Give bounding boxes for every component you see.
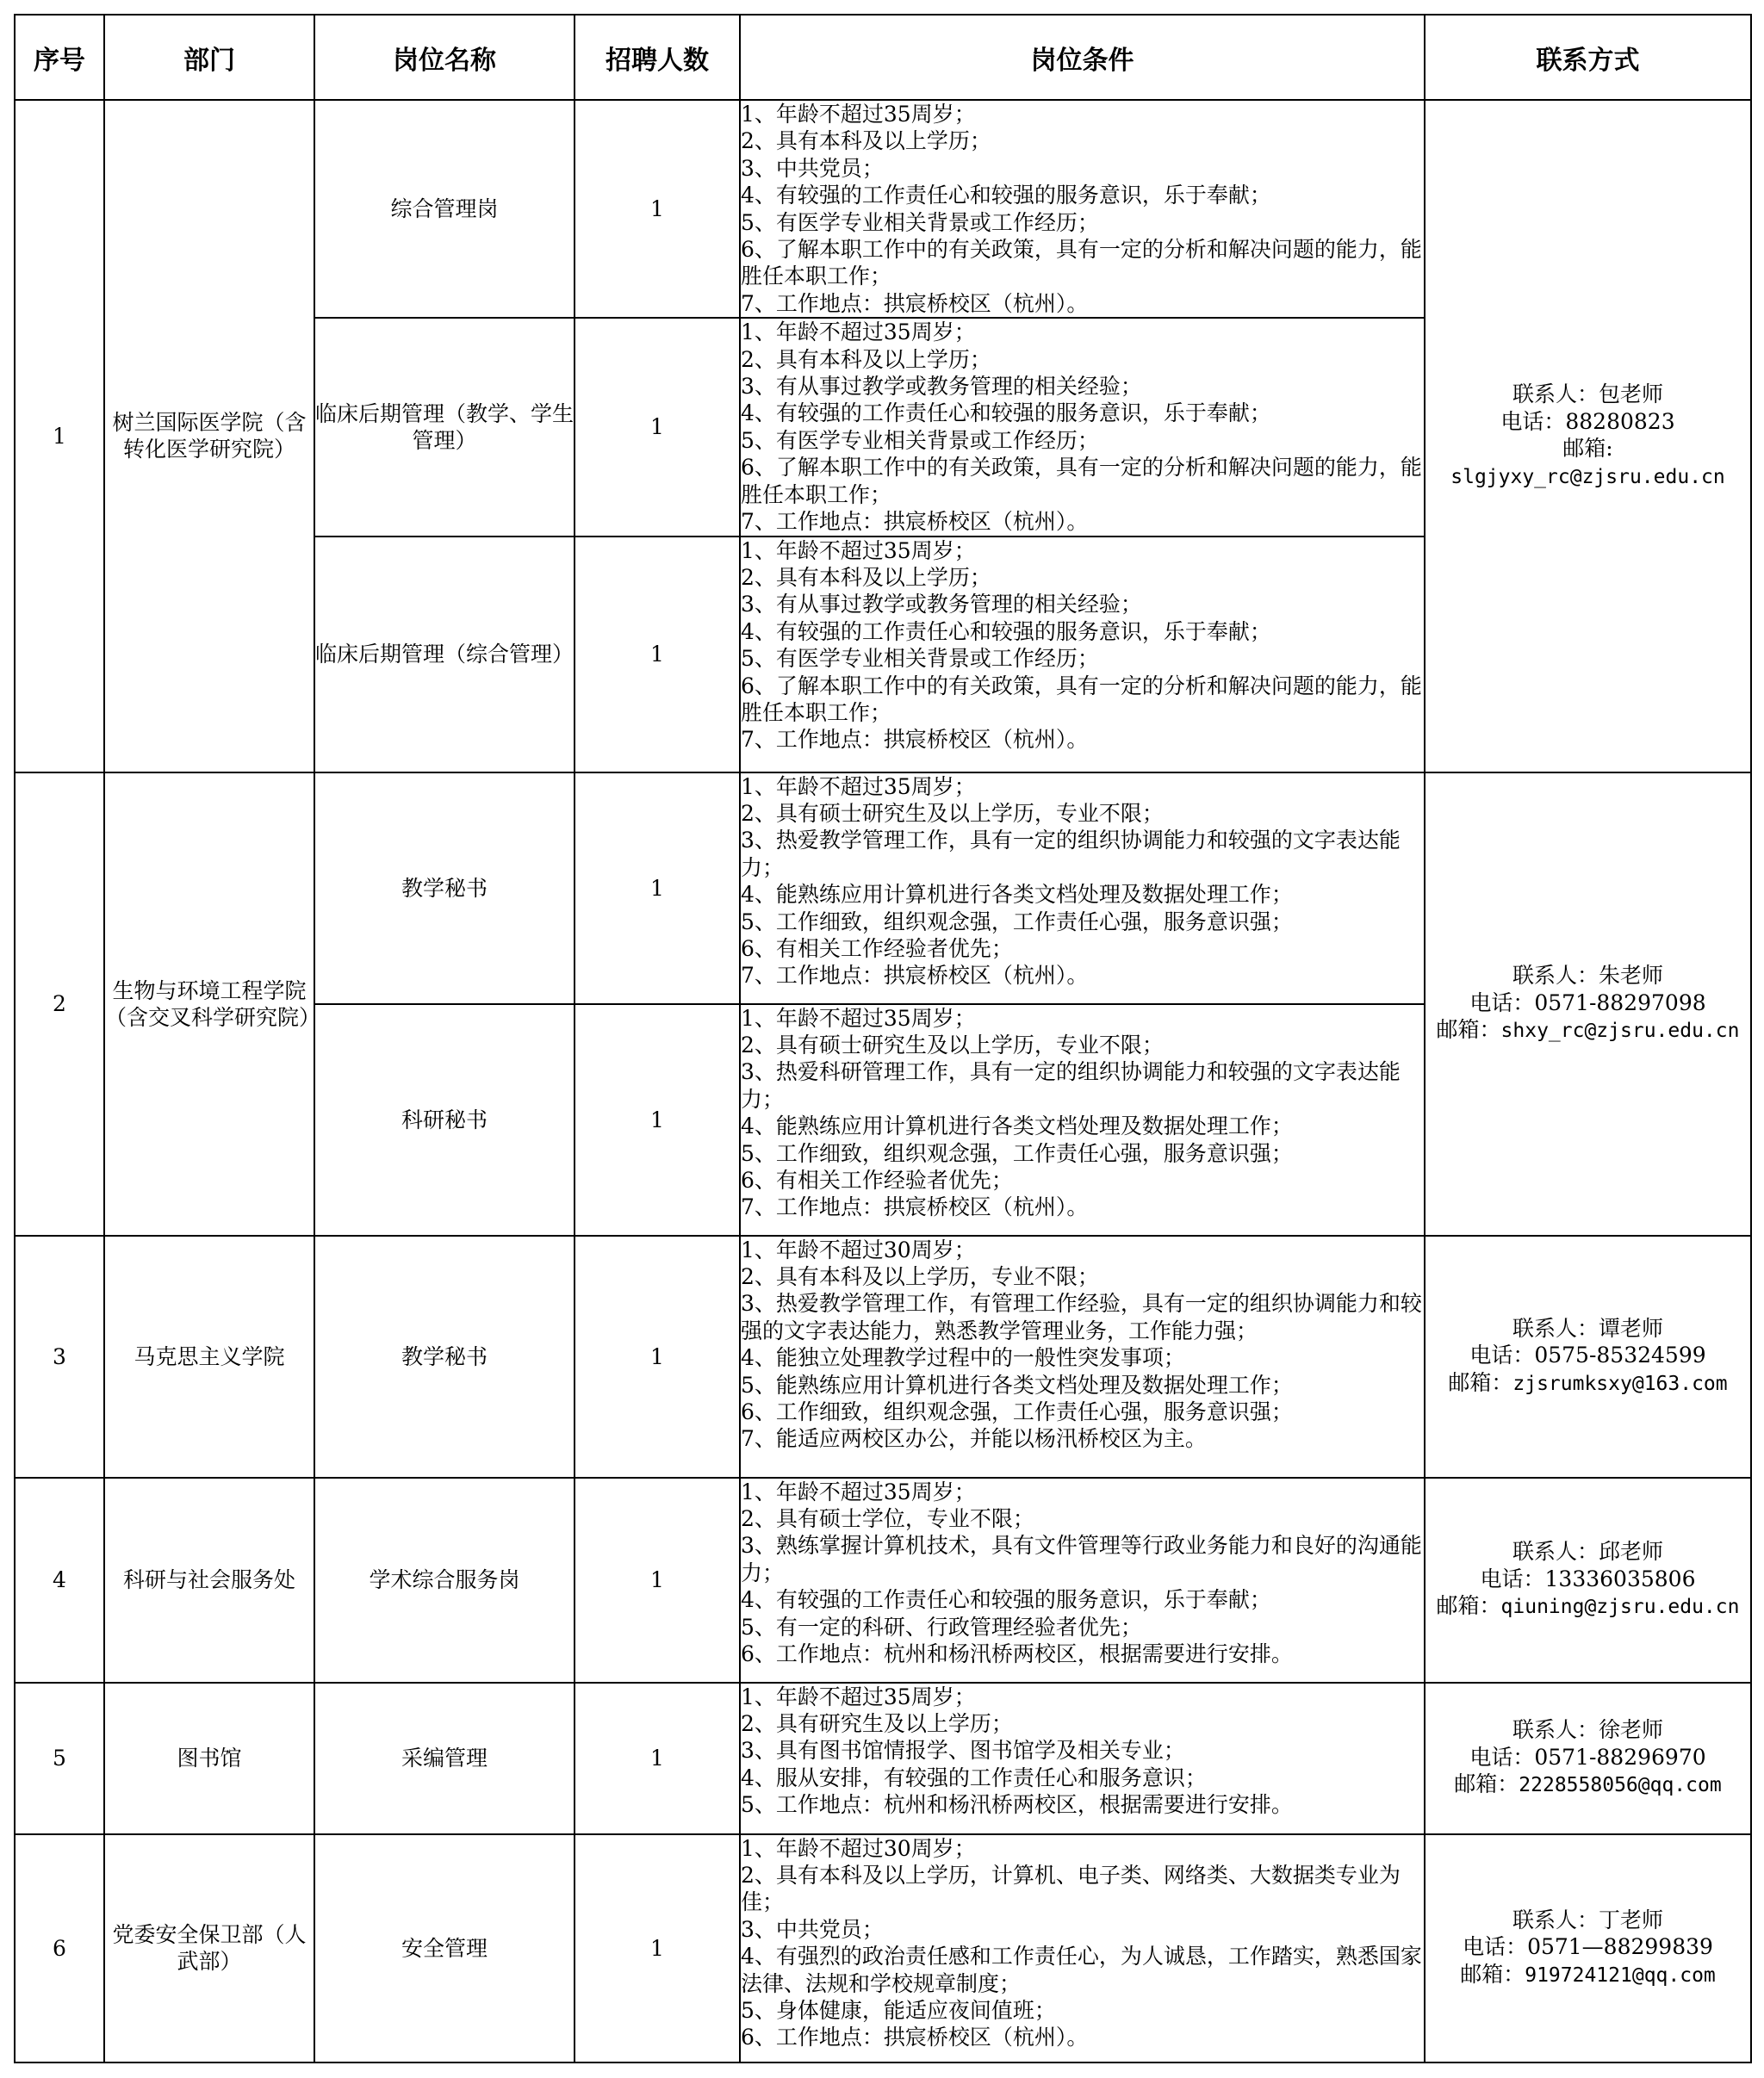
requirement-item: 5、工作地点：杭州和杨汛桥两校区，根据需要进行安排。: [741, 1792, 1293, 1818]
contact-email-line: [1425, 1016, 1750, 1045]
requirement-item: 6、工作细致，组织观念强，工作责任心强，服务意识强；: [741, 1399, 1293, 1424]
table-row: [15, 772, 1751, 1004]
contact-cell: [1425, 1683, 1751, 1834]
requirement-item: 2、具有本科及以上学历；: [741, 128, 991, 154]
header-contact: 联系方式: [1425, 15, 1751, 100]
requirement-item: 2、具有硕士研究生及以上学历，专业不限；: [741, 1032, 1164, 1058]
header-count: 招聘人数: [575, 15, 740, 100]
requirements-cell: [740, 318, 1425, 536]
contact-email[interactable]: slgjyxy_rc@zjsru.edu.cn: [1450, 465, 1725, 488]
row-index-cell: 6: [15, 1834, 104, 2062]
header-requirements: 岗位条件: [740, 15, 1425, 100]
contact-cell: [1425, 1478, 1751, 1683]
requirements-cell: [740, 1683, 1425, 1834]
position-name-cell: 教学秘书: [314, 772, 575, 1004]
requirements-cell: [740, 1004, 1425, 1236]
recruitment-table: [14, 14, 1752, 2063]
row-index-cell: 2: [15, 772, 104, 1236]
requirement-item: 2、具有硕士研究生及以上学历，专业不限；: [741, 800, 1164, 826]
header-department: 部门: [104, 15, 314, 100]
requirements-cell: [740, 537, 1425, 772]
requirement-item: 3、有从事过教学或教务管理的相关经验；: [741, 592, 1142, 617]
requirement-item: 5、工作细致，组织观念强，工作责任心强，服务意识强；: [741, 1140, 1293, 1166]
requirement-item: 5、身体健康，能适应夜间值班；: [741, 1997, 1056, 2023]
requirement-item: 7、工作地点：拱宸桥校区（杭州）。: [741, 727, 1089, 753]
contact-person: 联系人：丁老师: [1512, 1907, 1663, 1932]
requirement-item: 6、有相关工作经验者优先；: [741, 1167, 1013, 1193]
contact-phone: 电话：88280823: [1500, 408, 1675, 434]
contact-person: 联系人：包老师: [1512, 381, 1663, 407]
hire-count-cell: 1: [575, 1834, 740, 2062]
requirement-item: 1、年龄不超过35周岁；: [741, 319, 976, 345]
requirement-item: 2、具有本科及以上学历；: [741, 564, 991, 590]
requirement-item: 1、年龄不超过30周岁；: [741, 1835, 976, 1861]
requirement-item: 5、有医学专业相关背景或工作经历；: [741, 209, 1099, 235]
hire-count-cell: 1: [575, 1236, 740, 1478]
row-index-cell: 1: [15, 100, 104, 772]
contact-phone: 电话：0575-85324599: [1469, 1343, 1706, 1368]
department-cell: 树兰国际医学院（含转化医学研究院）: [104, 100, 314, 772]
position-name-cell: 临床后期管理（综合管理）: [314, 537, 575, 772]
contact-email[interactable]: qiuning@zjsru.edu.cn: [1500, 1596, 1740, 1619]
requirement-item: 7、工作地点：拱宸桥校区（杭州）。: [741, 290, 1089, 316]
contact-phone: 电话：0571-88297098: [1469, 989, 1706, 1015]
requirement-item: 1、年龄不超过35周岁；: [741, 1479, 976, 1504]
requirement-item: 1、年龄不超过35周岁；: [741, 1684, 976, 1709]
requirements-cell: [740, 772, 1425, 1004]
requirement-item: 5、能熟练应用计算机进行各类文档处理及数据处理工作；: [741, 1372, 1293, 1398]
requirement-item: 5、有医学专业相关背景或工作经历；: [741, 427, 1099, 453]
contact-email[interactable]: 2228558056@qq.com: [1519, 1774, 1722, 1797]
requirement-item: 3、热爱教学管理工作，有管理工作经验，具有一定的组织协调能力和较强的文字表达能力，熟悉教学管理业务，工作能力强；: [741, 1291, 1422, 1343]
hire-count-cell: 1: [575, 100, 740, 318]
requirements-cell: [740, 1478, 1425, 1683]
position-name-cell: 采编管理: [314, 1683, 575, 1834]
position-name-cell: 学术综合服务岗: [314, 1478, 575, 1683]
contact-email-line: [1425, 1771, 1750, 1799]
contact-phone: 电话：13336035806: [1480, 1566, 1696, 1591]
requirement-item: 2、具有本科及以上学历；: [741, 346, 991, 372]
contact-cell: [1425, 1236, 1751, 1478]
position-name-cell: 综合管理岗: [314, 100, 575, 318]
requirement-item: 3、热爱科研管理工作，具有一定的组织协调能力和较强的文字表达能力；: [741, 1059, 1401, 1112]
requirement-item: 1、年龄不超过35周岁；: [741, 537, 976, 563]
contact-email-address-line: [1425, 462, 1750, 491]
requirement-item: 4、能熟练应用计算机进行各类文档处理及数据处理工作；: [741, 1113, 1293, 1139]
hire-count-cell: 1: [575, 1004, 740, 1236]
requirement-item: 6、了解本职工作中的有关政策，具有一定的分析和解决问题的能力，能胜任本职工作；: [741, 237, 1422, 289]
requirement-item: 7、工作地点：拱宸桥校区（杭州）。: [741, 509, 1089, 535]
contact-email-label: 邮箱:: [1562, 436, 1613, 462]
position-name-cell: 安全管理: [314, 1834, 575, 2062]
requirement-item: 1、年龄不超过35周岁；: [741, 773, 976, 799]
contact-email-label: 邮箱：: [1460, 1961, 1525, 1987]
requirement-item: 5、有一定的科研、行政管理经验者优先；: [741, 1614, 1142, 1640]
contact-cell: [1425, 772, 1751, 1236]
department-cell: 党委安全保卫部（人武部）: [104, 1834, 314, 2062]
table-row: [15, 1478, 1751, 1683]
requirement-item: 2、具有硕士学位，专业不限；: [741, 1505, 1034, 1531]
position-name-cell: 临床后期管理（教学、学生管理）: [314, 318, 575, 536]
hire-count-cell: 1: [575, 1478, 740, 1683]
requirement-item: 6、有相关工作经验者优先；: [741, 935, 1013, 961]
table-row: [15, 1683, 1751, 1834]
table-row: [15, 1834, 1751, 2062]
requirement-item: 2、具有本科及以上学历，专业不限；: [741, 1263, 1099, 1289]
contact-person: 联系人：徐老师: [1512, 1717, 1663, 1743]
requirement-item: 3、有从事过教学或教务管理的相关经验；: [741, 374, 1142, 400]
requirement-item: 4、有强烈的政治责任感和工作责任心，为人诚恳，工作踏实，熟悉国家法律、法规和学校规章制度；: [741, 1944, 1422, 1996]
contact-person: 联系人：朱老师: [1512, 963, 1663, 989]
requirement-item: 4、有较强的工作责任心和较强的服务意识，乐于奉献；: [741, 1587, 1271, 1613]
requirement-item: 5、工作细致，组织观念强，工作责任心强，服务意识强；: [741, 909, 1293, 934]
requirement-item: 6、了解本职工作中的有关政策，具有一定的分析和解决问题的能力，能胜任本职工作；: [741, 455, 1422, 507]
contact-email[interactable]: 919724121@qq.com: [1525, 1963, 1716, 1987]
requirement-item: 7、工作地点：拱宸桥校区（杭州）。: [741, 963, 1089, 989]
contact-person: 联系人：谭老师: [1512, 1315, 1663, 1341]
header-position: 岗位名称: [314, 15, 575, 100]
contact-cell: [1425, 1834, 1751, 2062]
contact-email-line: [1425, 435, 1750, 462]
requirement-item: 7、能适应两校区办公，并能以杨汛桥校区为主。: [741, 1426, 1207, 1452]
table-body: [15, 100, 1751, 2062]
requirement-item: 3、热爱教学管理工作，具有一定的组织协调能力和较强的文字表达能力；: [741, 828, 1401, 880]
contact-cell: [1425, 100, 1751, 772]
position-name-cell: 科研秘书: [314, 1004, 575, 1236]
contact-email[interactable]: shxy_rc@zjsru.edu.cn: [1500, 1020, 1740, 1043]
requirement-item: 2、具有本科及以上学历，计算机、电子类、网络类、大数据类专业为佳；: [741, 1862, 1401, 1915]
department-cell: 生物与环境工程学院（含交叉科学研究院）: [104, 772, 314, 1236]
requirement-item: 6、工作地点：拱宸桥校区（杭州）。: [741, 2025, 1089, 2050]
position-name-cell: 教学秘书: [314, 1236, 575, 1478]
requirement-item: 3、中共党员；: [741, 155, 884, 181]
department-cell: 图书馆: [104, 1683, 314, 1834]
requirement-item: 4、有较强的工作责任心和较强的服务意识，乐于奉献；: [741, 183, 1271, 208]
contact-email-label: 邮箱：: [1454, 1771, 1519, 1797]
contact-email-line: [1425, 1369, 1750, 1398]
row-index-cell: 3: [15, 1236, 104, 1478]
department-cell: 科研与社会服务处: [104, 1478, 314, 1683]
requirement-item: 1、年龄不超过30周岁；: [741, 1237, 976, 1262]
contact-person: 联系人：邱老师: [1512, 1539, 1663, 1565]
hire-count-cell: 1: [575, 772, 740, 1004]
requirement-item: 3、熟练掌握计算机技术，具有文件管理等行政业务能力和良好的沟通能力；: [741, 1533, 1422, 1585]
requirements-cell: [740, 100, 1425, 318]
requirement-item: 4、能独立处理教学过程中的一般性突发事项；: [741, 1345, 1185, 1371]
contact-phone: 电话：0571-88296970: [1469, 1744, 1706, 1770]
contact-email-label: 邮箱：: [1448, 1369, 1513, 1395]
requirement-item: 7、工作地点：拱宸桥校区（杭州）。: [741, 1194, 1089, 1220]
requirement-item: 5、有医学专业相关背景或工作经历；: [741, 646, 1099, 672]
requirement-item: 3、中共党员；: [741, 1916, 884, 1942]
contact-email-line: [1425, 1592, 1750, 1621]
table-row: [15, 1236, 1751, 1478]
header-row: [15, 15, 1751, 100]
requirement-item: 1、年龄不超过35周岁；: [741, 1005, 976, 1031]
department-cell: 马克思主义学院: [104, 1236, 314, 1478]
contact-phone: 电话：0571—88299839: [1463, 1934, 1713, 1960]
requirement-item: 4、能熟练应用计算机进行各类文档处理及数据处理工作；: [741, 882, 1293, 908]
requirement-item: 4、服从安排，有较强的工作责任心和服务意识；: [741, 1765, 1207, 1790]
requirement-item: 6、了解本职工作中的有关政策，具有一定的分析和解决问题的能力，能胜任本职工作；: [741, 673, 1422, 725]
requirement-item: 4、有较强的工作责任心和较强的服务意识，乐于奉献；: [741, 400, 1271, 426]
hire-count-cell: 1: [575, 537, 740, 772]
requirements-cell: [740, 1834, 1425, 2062]
hire-count-cell: 1: [575, 1683, 740, 1834]
requirement-item: 3、具有图书馆情报学、图书馆学及相关专业；: [741, 1738, 1185, 1764]
header-index: 序号: [15, 15, 104, 100]
requirement-item: 4、有较强的工作责任心和较强的服务意识，乐于奉献；: [741, 618, 1271, 644]
requirement-item: 1、年龄不超过35周岁；: [741, 102, 976, 127]
requirement-item: 6、工作地点：杭州和杨汛桥两校区，根据需要进行安排。: [741, 1641, 1293, 1666]
requirements-cell: [740, 1236, 1425, 1478]
requirement-item: 2、具有研究生及以上学历；: [741, 1710, 1013, 1736]
row-index-cell: 5: [15, 1683, 104, 1834]
contact-email-label: 邮箱：: [1436, 1593, 1501, 1619]
contact-email[interactable]: zjsrumksxy@163.com: [1512, 1372, 1728, 1395]
table-row: [15, 100, 1751, 318]
row-index-cell: 4: [15, 1478, 104, 1683]
contact-email-label: 邮箱：: [1436, 1017, 1501, 1043]
contact-email-line: [1425, 1961, 1750, 1989]
hire-count-cell: 1: [575, 318, 740, 536]
